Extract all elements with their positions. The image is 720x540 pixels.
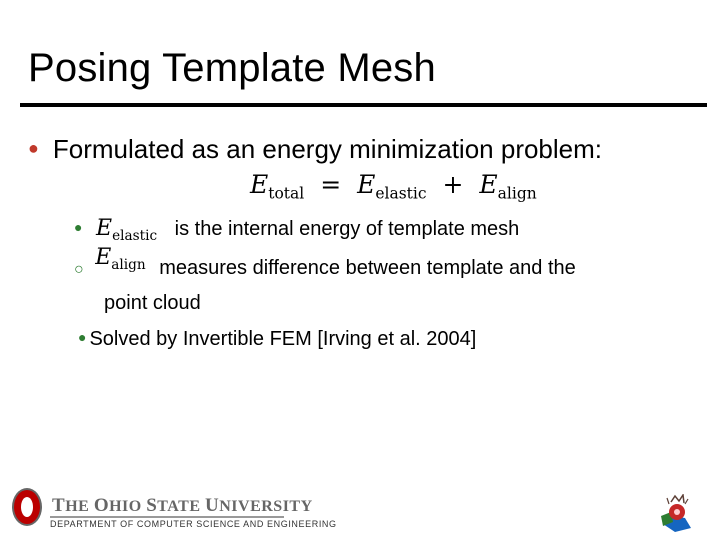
bullet-dot-icon: ● — [28, 138, 39, 158]
sub-bullet-solver — [78, 328, 476, 351]
align-symbol-letter: E — [95, 245, 112, 270]
equation-term2-symbol: E — [479, 170, 498, 199]
univ-the-initial: T — [52, 495, 66, 516]
sub-bullet-align — [74, 245, 576, 283]
department-name: DEPARTMENT OF COMPUTER SCIENCE AND ENGINEERING — [50, 519, 337, 529]
university-name — [52, 495, 313, 517]
univ-state-initial: S — [146, 495, 158, 516]
univ-ohio-rest: HIO — [109, 498, 147, 515]
elastic-symbol-sub: elastic — [112, 227, 158, 244]
elastic-symbol-letter: E — [96, 216, 113, 241]
title-underline — [20, 103, 707, 107]
bullet-circle-icon: ○ — [74, 261, 84, 278]
equation-equals: = — [320, 170, 342, 199]
bullet-dot-icon: ● — [74, 219, 83, 235]
bullet-dot-icon: ● — [78, 329, 87, 345]
sub-bullet-elastic — [74, 216, 519, 244]
univ-univ-rest: NIVERSITY — [219, 498, 313, 515]
elastic-symbol — [96, 216, 158, 244]
equation-plus: + — [442, 170, 464, 199]
slide-title: Posing Template Mesh — [28, 46, 436, 90]
sub-bullet-text: Solved by Invertible FEM [Irving et al. 2004] — [89, 328, 477, 350]
dept-mascot-logo-icon — [653, 494, 697, 534]
equation-term2-sub: align — [497, 184, 537, 203]
equation-term1-sub: elastic — [375, 184, 427, 203]
sub-bullet-text: is the internal energy of template mesh — [174, 218, 520, 240]
equation-lhs-symbol: E — [250, 170, 269, 199]
equation-lhs-sub: total — [268, 184, 305, 203]
align-symbol-sub: align — [111, 256, 146, 273]
univ-univ-initial: U — [205, 495, 220, 516]
block-o-logo-icon — [10, 487, 44, 527]
sub-bullet-text: measures difference between template and the — [159, 257, 576, 279]
university-underline — [50, 516, 284, 518]
univ-ohio-initial: O — [93, 495, 110, 516]
main-bullet — [28, 134, 602, 165]
main-bullet-text: Formulated as an energy minimization problem: — [52, 134, 603, 164]
align-symbol — [95, 245, 146, 273]
sub-bullet-continuation: point cloud — [104, 292, 201, 314]
energy-equation — [250, 170, 537, 202]
univ-the-rest: HE — [65, 498, 94, 515]
univ-state-rest: TATE — [157, 498, 205, 515]
equation-term1-symbol: E — [357, 170, 376, 199]
